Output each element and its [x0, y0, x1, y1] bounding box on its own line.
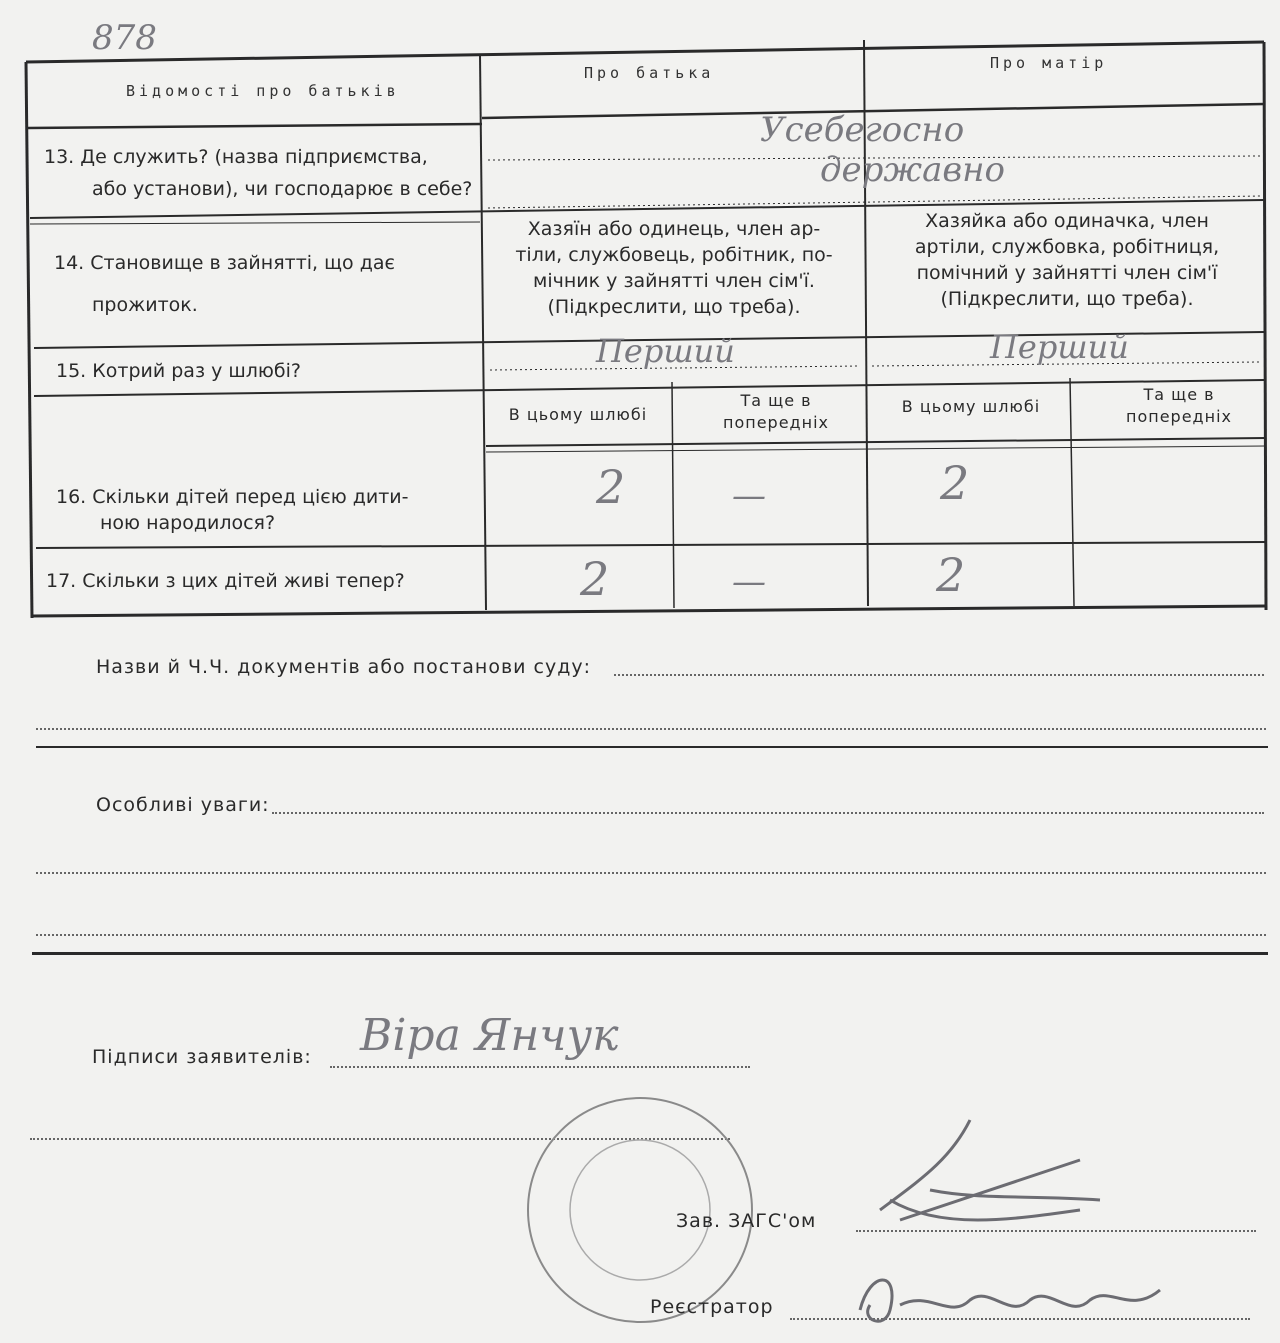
registrar-label: Реєстратор — [650, 1296, 774, 1318]
documents-fill-line-2 — [36, 728, 1266, 730]
q16-mother-this: 2 — [940, 456, 970, 510]
q14-mother-options — [874, 208, 1260, 312]
q14-father-options — [490, 216, 858, 320]
q14-father-option-4: (Підкреслити, що треба). — [547, 296, 801, 318]
q13-father-value-2: державно — [820, 150, 1006, 190]
header-mother: Про матір — [990, 54, 1108, 72]
q16-father-this: 2 — [596, 460, 626, 514]
subheader-mother-prev: Та ще в попередніх — [1126, 385, 1232, 426]
q14-mother-option-3: помічний у зайнятті член сім'ї — [916, 262, 1218, 284]
q14-father-option-1: Хазяїн або одинець, член ар- — [527, 218, 821, 240]
q15-label: 15. Котрий раз у шлюбі? — [56, 360, 301, 382]
subheader-father-this: В цьому шлюбі — [508, 405, 648, 424]
q17-mother-this: 2 — [936, 548, 966, 602]
documents-divider — [36, 746, 1268, 748]
q16-father-prev: — — [732, 476, 766, 516]
q15-mother-value: Перший — [990, 328, 1129, 366]
documents-label: Назви й Ч.Ч. документів або постанови суду: — [96, 656, 592, 678]
q17-father-prev: — — [732, 562, 766, 602]
q13-father-value-1: Усебегосно — [760, 110, 965, 150]
q17-label: 17. Скільки з цих дітей живі тепер? — [46, 570, 405, 592]
q14-father-option-3: мічник у зайнятті член сім'ї. — [533, 270, 815, 292]
signatures-label: Підписи заявителів: — [92, 1046, 312, 1068]
q14-label-line1: 14. Становище в зайнятті, що дає — [54, 252, 395, 274]
q14-father-option-2: тіли, службовець, робітник, по- — [515, 244, 833, 266]
header-info: Відомості про батьків — [126, 82, 400, 100]
remarks-label: Особливі уваги: — [96, 794, 270, 816]
q14-mother-option-4: (Підкреслити, що треба). — [940, 288, 1194, 310]
q15-father-value: Перший — [596, 332, 735, 370]
header-father: Про батька — [584, 64, 715, 82]
q14-mother-option-2: артіли, службовка, робітниця, — [914, 236, 1220, 258]
page-number: 878 — [92, 18, 157, 58]
registrar-signature — [840, 1250, 1200, 1340]
signatures-fill-line-1 — [330, 1066, 750, 1068]
subheader-mother-this: В цьому шлюбі — [901, 397, 1041, 416]
remarks-fill-line-2 — [36, 872, 1266, 874]
documents-fill-line-1 — [614, 674, 1264, 676]
q17-father-this: 2 — [580, 552, 610, 606]
q16-label-line2: ною народилося? — [100, 512, 276, 534]
head-signature — [860, 1100, 1120, 1250]
q13-label-line1: 13. Де служить? (назва підприємства, — [44, 146, 428, 168]
signatures-value: Віра Янчук — [360, 1010, 619, 1061]
q13-label-line2: або установи), чи господарює в себе? — [92, 178, 473, 200]
remarks-divider — [32, 952, 1268, 955]
q14-mother-option-1: Хазяйка або одиначка, член — [925, 210, 1209, 232]
q14-label-line2: прожиток. — [92, 294, 198, 316]
remarks-fill-line-1 — [272, 812, 1264, 814]
remarks-fill-line-3 — [36, 934, 1266, 936]
q16-label-line1: 16. Скільки дітей перед цією дити- — [56, 486, 409, 508]
subheader-father-prev: Та ще в попередніх — [723, 391, 829, 432]
head-label: Зав. ЗАГС'ом — [676, 1210, 817, 1232]
